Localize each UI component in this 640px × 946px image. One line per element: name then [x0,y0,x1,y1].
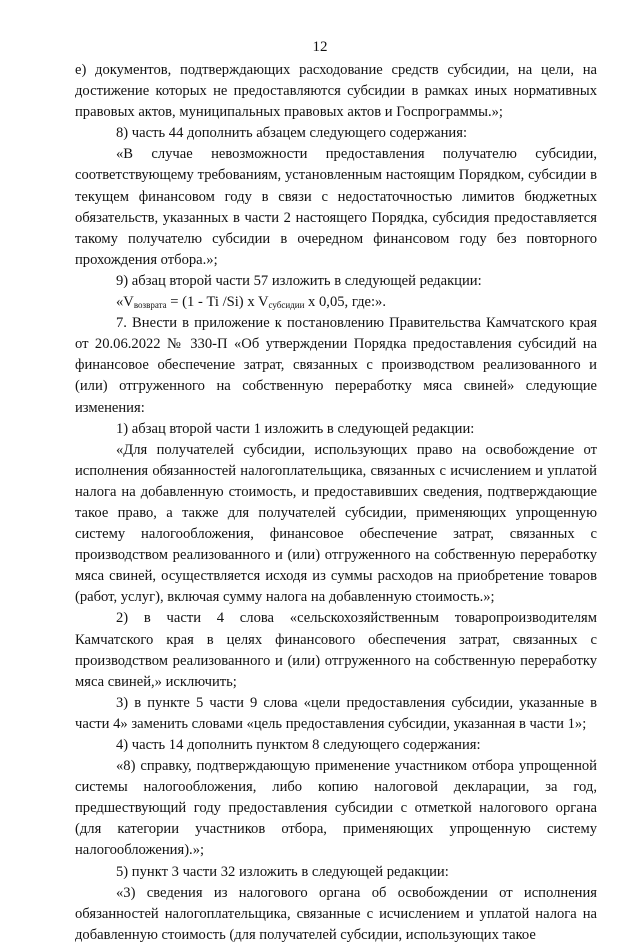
paragraph: 9) абзац второй части 57 изложить в следующей редакции: [116,272,482,289]
paragraph: 4) часть 14 дополнить пунктом 8 следующего содержания: [116,737,481,753]
formula-open: «V [116,294,134,311]
formula-subscript-return: возврата [133,300,167,311]
formula-subscript-subsidy: субсидии [268,300,305,311]
formula-line [75,292,597,313]
paragraph: «В случае невозможности предоставления получателю субсидии, соответствующему требованиям, установленным настоящим Порядком, субсидии в текущем финансовом году в связи с недостаточностью лимитов бюджетных обязательств, указанных в части 2 настоящего Порядка, субсидия предоставляется такому получателю субсидии в очередном финансовом году без повторного прохождения отбора.»; [75,146,597,268]
paragraph: е) документов, подтверждающих расходование средств субсидии, на цели, на достижение которых не предоставляются субсидии в рамках иных нормативных правовых актов, муниципальных правовых актов и Госпрограммы.»; [75,62,597,121]
formula-middle: = (1 - Ti /Si) x V [166,294,269,311]
page-number: 12 [312,39,328,55]
paragraph: 2) в части 4 слова «сельскохозяйственным товаропроизводителям Камчатского края в целях финансового обеспечения затрат, связанных с производством реализованного и (или) отгруженного на собственную переработку мяса свиней,» исключить; [75,610,597,690]
paragraph: «8) справку, подтверждающую применение участником отбора упрощенной системы налогообложения, либо копию налоговой декларации, за год, предшествующий году предоставления субсидии с отметкой налогового органа (для категории участников отбора, применяющих упрощенную систему налогообложения).»; [75,758,597,859]
paragraph: «Для получателей субсидии, использующих право на освобождение от исполнения обязанностей налогоплательщика, связанных с исчислением и уплатой налога на добавленную стоимость, и предоставивших сведения, подтверждающие такое право, а также для получателей субсидии, применяющих упрощенную систему налогообложения, финансовое обеспечение затрат, связанных с производством реализованного и (или) отгруженного на собственную переработку мяса свиней, осуществляется исходя из суммы расходов на приобретение товаров (работ, услуг), включая сумму налога на добавленную стоимость.»; [75,441,597,606]
paragraph: 3) в пункте 5 части 9 слова «цели предоставления субсидии, указанные в части 4» заменить словами «цель предоставления субсидии, указанная в части 1»; [75,694,597,732]
paragraph: 8) часть 44 дополнить абзацем следующего содержания: [116,125,468,142]
paragraph: 5) пункт 3 части 32 изложить в следующей редакции: [116,863,449,880]
paragraph: 1) абзац второй части 1 изложить в следующей редакции: [116,420,475,437]
formula-close: x 0,05, где:». [304,294,386,311]
document-body [75,60,597,946]
paragraph: «3) сведения из налогового органа об освобождении от исполнения обязанностей налогоплательщика, связанные с исчислением и уплатой налога на добавленную стоимость (для получателей субсидии, использующих такое [75,884,597,943]
paragraph: 7. Внести в приложение к постановлению Правительства Камчатского края от 20.06.2022 № 330-П «Об утверждении Порядка предоставления субсидий на финансовое обеспечение затрат, связанных с производством реализованного и (или) отгруженного на собственную переработку мяса свиней» следующие изменения: [75,315,597,416]
